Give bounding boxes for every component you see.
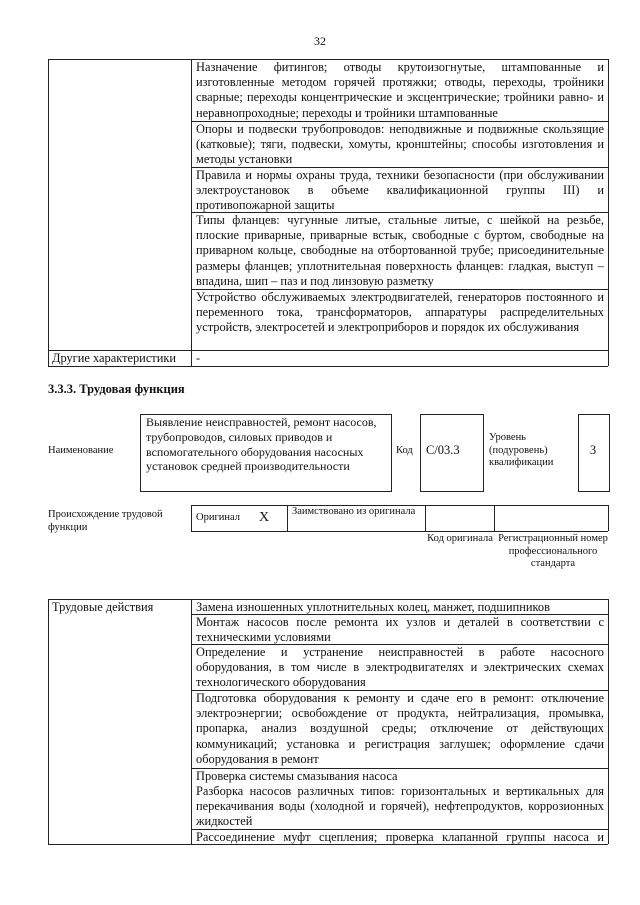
reg-number-caption: Регистрационный номер профессионального стандарта bbox=[498, 533, 608, 569]
other-characteristics-value: - bbox=[196, 351, 201, 365]
page-number: 32 bbox=[314, 34, 326, 48]
borrowed-label: Заимствовано из оригинала bbox=[292, 506, 416, 517]
name-value: Выявление неисправностей, ремонт насосов, трубопроводов, силовых приводов и вспомогательного оборудования насосных установок средней производительности bbox=[146, 415, 377, 474]
original-mark: X bbox=[259, 510, 270, 525]
top-table-row: Назначение фитингов; отводы крутоизогнутые, штампованные и изготовленные методом горячей протяжки; отводы, переходы, тройники сварные; переходы концентрические и эксцентрические; тройники равно- и неравнопроходные; переходы и тройники штампованные bbox=[196, 60, 604, 120]
section-heading: 3.3.3. Трудовая функция bbox=[48, 382, 185, 396]
labor-actions-label: Трудовые действия bbox=[52, 600, 154, 614]
original-label: Оригинал bbox=[196, 512, 240, 523]
top-table-row: Типы фланцев: чугунные литые, стальные литые, с шейкой на резьбе, плоские приварные, приварные встык, свободные с буртом, свободные на приварном кольце, свободные на отбортованной трубе; присоединительные размеры фланцев; уплотнительная поверхность фланцев: гладкая, выступ – впадина, шип – паз и под линзовую разметку bbox=[196, 213, 604, 288]
code-original-caption: Код оригинала bbox=[427, 533, 493, 544]
labor-action-row: Монтаж насосов после ремонта их узлов и деталей в соответствии с техническими условиями bbox=[196, 615, 604, 645]
labor-action-row: Проверка системы смазывания насоса bbox=[196, 769, 398, 783]
origin-label: Происхождение трудовой функции bbox=[48, 509, 163, 533]
labor-action-row: Подготовка оборудования к ремонту и сдаче его в ремонт: отключение электроэнергии; освобождение от продукта, нейтрализация, промывка, пропарка, анализ воздушной среды; отключение от действующих коммуникаций; установка и регистрация заглушек; оформление сдачи оборудования в ремонт bbox=[196, 691, 604, 766]
labor-action-row: Определение и устранение неисправностей в работе насосного оборудования, в том числе в электродвигателях и электрических схемах технологического оборудования bbox=[196, 645, 604, 690]
top-table-row: Правила и нормы охраны труда, техники безопасности (при обслуживании электроустановок в объеме квалификационной группы III) и противопожарной защиты bbox=[196, 168, 604, 213]
level-value: 3 bbox=[589, 443, 597, 457]
top-table-row: Устройство обслуживаемых электродвигателей, генераторов постоянного и переменного тока, трансформаторов, аппаратуры распределительных устройств, электросетей и электроприборов и порядок их обслуживания bbox=[196, 290, 604, 335]
level-label: Уровень (подуровень) квалификации bbox=[489, 432, 554, 468]
code-label: Код bbox=[396, 445, 413, 456]
top-table-row: Опоры и подвески трубопроводов: неподвижные и подвижные скользящие (катковые); тяги, подвески, хомуты, кронштейны; способы изготовления и методы установки bbox=[196, 122, 604, 167]
name-label: Наименование bbox=[48, 445, 114, 456]
labor-action-row: Рассоединение муфт сцепления; проверка клапанной группы насоса и bbox=[196, 830, 604, 844]
other-characteristics-label: Другие характеристики bbox=[52, 351, 177, 365]
labor-action-row: Разборка насосов различных типов: горизонтальных и вертикальных для перекачивания воды (холодной и горячей), нефтепродуктов, коррозионных жидкостей bbox=[196, 784, 604, 829]
labor-action-row: Замена изношенных уплотнительных колец, манжет, подшипников bbox=[196, 600, 550, 614]
code-value: С/03.3 bbox=[426, 443, 460, 457]
